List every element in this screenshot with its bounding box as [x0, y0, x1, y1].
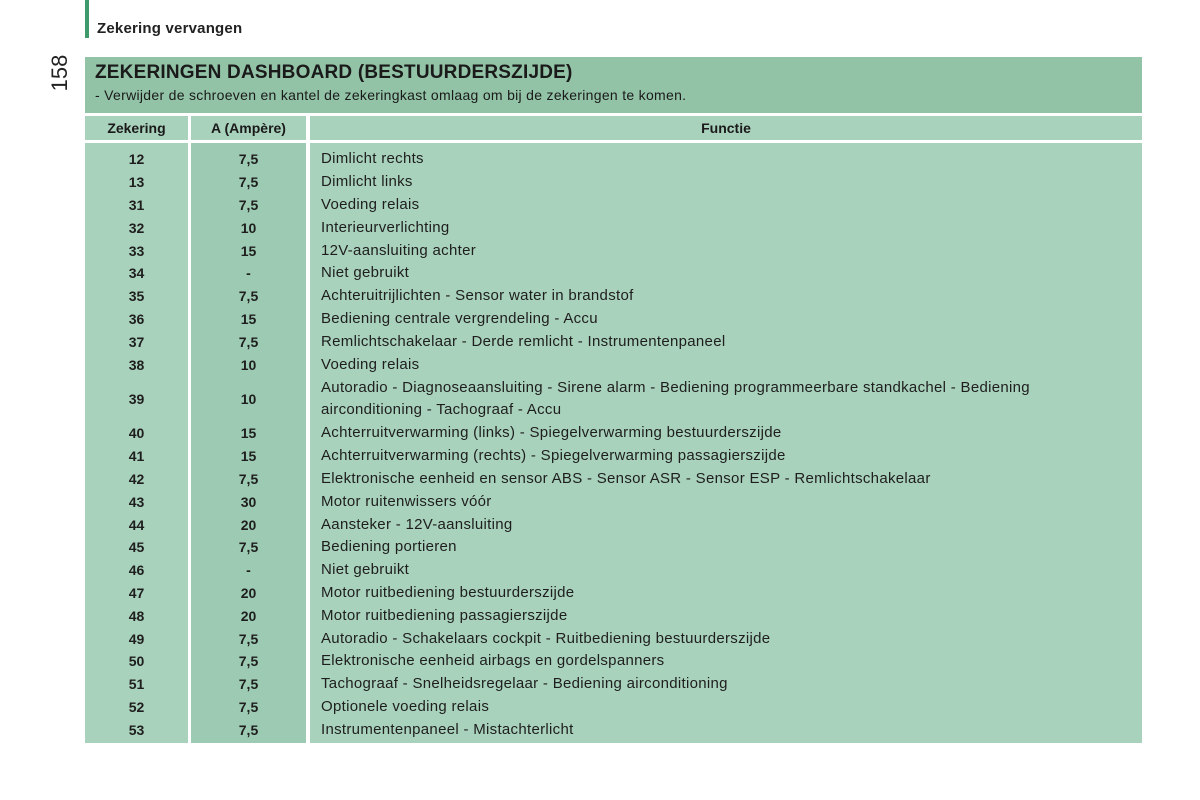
table-row: [85, 536, 1142, 559]
table-row: [85, 490, 1142, 513]
ampere-cell: 30: [240, 493, 257, 510]
table-row: [85, 582, 1142, 605]
table-row: [85, 627, 1142, 650]
table-row: [85, 513, 1142, 536]
fuse-number-cell: 40: [128, 425, 145, 442]
ampere-cell: 7,5: [238, 174, 259, 191]
ampere-cell: 20: [240, 584, 257, 601]
ampere-cell: 7,5: [238, 653, 259, 670]
table-row: [85, 239, 1142, 262]
fuse-table: [85, 143, 1142, 743]
fuse-number-cell: 48: [128, 607, 145, 624]
ampere-cell: -: [246, 562, 251, 579]
function-cell: Motor ruitenwissers vóór: [321, 492, 492, 510]
fuse-number-cell: 33: [128, 242, 145, 259]
fuse-number-cell: 53: [128, 721, 145, 738]
ampere-cell: 15: [240, 425, 257, 442]
function-cell: Motor ruitbediening bestuurderszijde: [321, 583, 575, 601]
column-header-function: Functie: [310, 116, 1142, 140]
fuse-number-cell: 49: [128, 630, 145, 647]
table-row: [85, 718, 1142, 741]
function-cell: Interieurverlichting: [321, 218, 450, 236]
column-header-fuse: Zekering: [85, 116, 188, 140]
ampere-cell: 7,5: [238, 151, 259, 168]
fuse-number-cell: 43: [128, 493, 145, 510]
ampere-cell: 15: [240, 310, 257, 327]
fuse-number-cell: 34: [128, 265, 145, 282]
fuse-number-cell: 13: [128, 174, 145, 191]
function-cell: Achterruitverwarming (rechts) - Spiegelverwarming passagierszijde: [321, 447, 786, 465]
function-cell: 12V-aansluiting achter: [321, 241, 477, 259]
ampere-cell: -: [246, 265, 251, 282]
ampere-cell: 7,5: [238, 698, 259, 715]
function-cell: Remlichtschakelaar - Derde remlicht - Instrumentenpaneel: [321, 332, 726, 350]
function-cell: Bediening centrale vergrendeling - Accu: [321, 309, 598, 327]
fuse-number-cell: 42: [128, 470, 145, 487]
table-note: - Verwijder de schroeven en kantel de zekeringkast omlaag om bij de zekeringen te komen.: [95, 87, 687, 103]
table-row: [85, 171, 1142, 194]
fuse-number-cell: 35: [128, 288, 145, 305]
function-cell: Tachograaf - Snelheidsregelaar - Bediening airconditioning: [321, 675, 728, 693]
ampere-cell: 7,5: [238, 630, 259, 647]
fuse-number-cell: 50: [128, 653, 145, 670]
function-cell: Elektronische eenheid airbags en gordelspanners: [321, 652, 665, 670]
function-cell: Dimlicht rechts: [321, 150, 424, 168]
table-row: [85, 262, 1142, 285]
table-title: ZEKERINGEN DASHBOARD (BESTUURDERSZIJDE): [95, 62, 573, 83]
table-row: [85, 330, 1142, 353]
ampere-cell: 10: [240, 356, 257, 373]
table-row: [85, 696, 1142, 719]
fuse-number-cell: 37: [128, 333, 145, 350]
function-cell: Instrumentenpaneel - Mistachterlicht: [321, 720, 574, 738]
fuse-number-cell: 45: [128, 539, 145, 556]
ampere-cell: 7,5: [238, 333, 259, 350]
fuse-number-cell: 51: [128, 676, 145, 693]
function-cell: Achterruitverwarming (links) - Spiegelverwarming bestuurderszijde: [321, 424, 782, 442]
fuse-number-cell: 52: [128, 698, 145, 715]
table-row: [85, 673, 1142, 696]
section-accent-bar: [85, 0, 89, 38]
function-cell: Achteruitrijlichten - Sensor water in brandstof: [321, 287, 634, 305]
table-row: [85, 148, 1142, 171]
fuse-number-cell: 41: [128, 448, 145, 465]
ampere-cell: 15: [240, 448, 257, 465]
table-row: [85, 308, 1142, 331]
fuse-number-cell: 12: [128, 151, 145, 168]
fuse-number-cell: 46: [128, 562, 145, 579]
function-cell: Voeding relais: [321, 195, 420, 213]
table-row: [85, 445, 1142, 468]
fuse-number-cell: 47: [128, 584, 145, 601]
function-cell: Niet gebruikt: [321, 264, 410, 282]
function-cell: Autoradio - Schakelaars cockpit - Ruitbediening bestuurderszijde: [321, 629, 771, 647]
table-row: [85, 604, 1142, 627]
table-row: [85, 353, 1142, 376]
table-row: [85, 376, 1142, 422]
fuse-number-cell: 32: [128, 219, 145, 236]
ampere-cell: 7,5: [238, 539, 259, 556]
ampere-cell: 7,5: [238, 721, 259, 738]
table-row: [85, 559, 1142, 582]
fuse-number-cell: 36: [128, 310, 145, 327]
column-header-ampere: A (Ampère): [191, 116, 306, 140]
table-rows: [85, 148, 1142, 741]
function-cell: Voeding relais: [321, 355, 420, 373]
table-row: [85, 285, 1142, 308]
table-row: [85, 468, 1142, 491]
ampere-cell: 10: [240, 219, 257, 236]
page-number: 158: [47, 54, 72, 92]
ampere-cell: 10: [240, 390, 257, 407]
fuse-number-cell: 39: [128, 390, 145, 407]
ampere-cell: 20: [240, 607, 257, 624]
ampere-cell: 15: [240, 242, 257, 259]
ampere-cell: 7,5: [238, 288, 259, 305]
ampere-cell: 7,5: [238, 676, 259, 693]
fuse-number-cell: 38: [128, 356, 145, 373]
table-header-box: [85, 57, 1142, 113]
function-cell: Elektronische eenheid en sensor ABS - Sensor ASR - Sensor ESP - Remlichtschakelaar: [321, 469, 931, 487]
ampere-cell: 7,5: [238, 196, 259, 213]
function-cell: Dimlicht links: [321, 173, 413, 191]
column-headers: [85, 116, 1142, 140]
fuse-number-cell: 44: [128, 516, 145, 533]
fuse-number-cell: 31: [128, 196, 145, 213]
ampere-cell: 20: [240, 516, 257, 533]
table-row: [85, 194, 1142, 217]
function-cell: Motor ruitbediening passagierszijde: [321, 606, 568, 624]
function-cell: Optionele voeding relais: [321, 697, 490, 715]
ampere-cell: 7,5: [238, 470, 259, 487]
table-row: [85, 650, 1142, 673]
section-title: Zekering vervangen: [97, 20, 243, 37]
function-cell: Bediening portieren: [321, 538, 457, 556]
function-cell: Autoradio - Diagnoseaansluiting - Sirene alarm - Bediening programmeerbare standkachel - Bediening airconditioning - Tachograaf - Accu: [321, 378, 1030, 418]
table-row: [85, 216, 1142, 239]
table-row: [85, 422, 1142, 445]
function-cell: Niet gebruikt: [321, 561, 410, 579]
function-cell: Aansteker - 12V-aansluiting: [321, 515, 513, 533]
